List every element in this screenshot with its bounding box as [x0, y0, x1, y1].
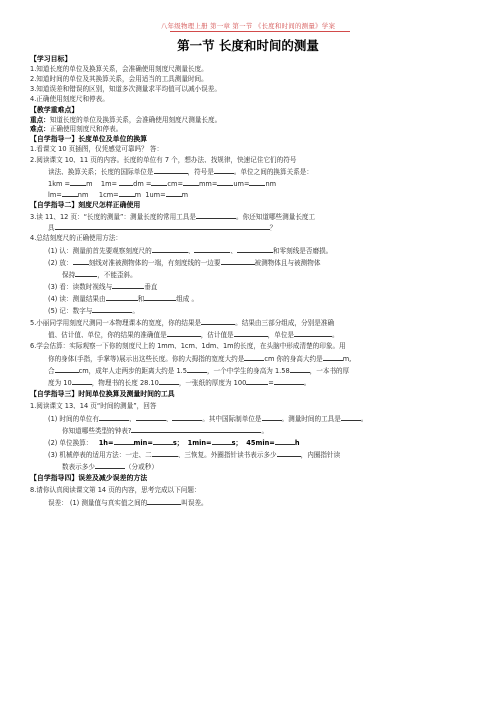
guide3-heading: 【自学指导三】时间单位换算及测量时间的工具: [30, 390, 175, 398]
keypoint-text: 知道长度的单位及换算关系，会准确使用刻度尺测量长度。: [49, 116, 222, 124]
guide2-q4: 4.总结刻度尺的正确使用方法：: [30, 234, 123, 242]
blank[interactable]: [262, 414, 282, 421]
keypoints-heading: 【教学重难点】: [30, 106, 79, 114]
ruler-step: (1) 认：测量前首先要观察刻度尺的 、 、 和零刻线是否磨损。: [48, 247, 333, 255]
blank[interactable]: [147, 498, 181, 505]
guide2-q3: 3.读 11、12 页：“长度的测量”：测量长度的常用工具是 。你还知道哪些测量长度工: [30, 213, 316, 221]
blank[interactable]: [152, 246, 188, 253]
q6-cont: 度为 10 ，物理书的长度 28.10 ，一张纸的厚度为 100 = 。: [48, 379, 311, 387]
blank[interactable]: [119, 179, 133, 186]
blank[interactable]: [167, 330, 201, 337]
blank[interactable]: [62, 190, 78, 197]
q6-cont: 合 cm，成年人走两步的距离大约是 1.5 ，一个中学生的身高为 1.58 ，一本书的厚: [48, 367, 350, 375]
difficulty-line: [30, 125, 122, 134]
q6-cont: 你的身体(手指，手掌等)展示出这些长度。你的大拇指的宽度大约是 cm 你的身高大约是 m,: [48, 355, 352, 363]
goal-item: 4.正确使用刻度尺和停表。: [30, 95, 109, 103]
blank[interactable]: [119, 190, 135, 197]
q1-part3: (3) 机械停表的适用方法：一走、二 、三恢复。外圈指针读书表示多少 ，内圈指针读: [48, 451, 341, 459]
blank[interactable]: [290, 366, 310, 373]
guide4-heading: 【自学指导四】误差及减少误差的方法: [30, 474, 148, 482]
guide1-heading: 【自学指导一】长度单位及单位的换算: [30, 135, 148, 143]
blank[interactable]: [112, 282, 144, 289]
keypoint-line: [30, 116, 221, 125]
guide1-q2: 2.阅读课文 10、11 页的内容。长度的单位有 7 个，想办法、找规律，快速记住它们的符号: [30, 156, 297, 164]
blank[interactable]: [244, 354, 264, 361]
blank[interactable]: [275, 438, 295, 445]
blank[interactable]: [237, 246, 273, 253]
blank[interactable]: [151, 179, 167, 186]
blank[interactable]: [99, 414, 129, 421]
q8-line: 8.请你认真阅读课文第 14 页的内容，思考完成以下问题：: [30, 486, 201, 494]
blank[interactable]: [183, 179, 199, 186]
q1-part1-cont: 你知道哪些类型的钟表? 。: [62, 427, 269, 435]
blank[interactable]: [294, 330, 332, 337]
blank[interactable]: [154, 167, 188, 174]
difficulty-label: 难点：: [30, 125, 50, 133]
blank[interactable]: [92, 306, 132, 313]
blank[interactable]: [217, 179, 233, 186]
q1-part3-cont: 数表示多少 （分或秒）: [62, 463, 158, 471]
keypoint-label: 重点：: [30, 116, 50, 124]
blank[interactable]: [187, 366, 207, 373]
goal-item: 1.知道长度的单位及换算关系，会准确使用刻度尺测量长度。: [30, 65, 208, 73]
blank[interactable]: [55, 366, 79, 373]
blank[interactable]: [212, 438, 232, 445]
blank[interactable]: [194, 246, 230, 253]
blank[interactable]: [70, 179, 86, 186]
conversion-row: lm= nm 1cm= m 1um= m: [48, 191, 189, 199]
goal-item: 3.知道误差和错误的区别，知道多次测量求平均值可以减小误差。: [30, 85, 221, 93]
blank[interactable]: [153, 438, 173, 445]
q1-line: 1.阅读课文 13、14 页“时间的测量”，回答: [30, 402, 157, 410]
blank[interactable]: [152, 450, 178, 457]
blank[interactable]: [136, 414, 166, 421]
guide1-q2-cont: 读法、换算关系；长度的国际单位是 ，符号是 。单位之间的换算关系是：: [48, 168, 313, 176]
blank[interactable]: [72, 378, 92, 385]
blank[interactable]: [55, 223, 270, 230]
blank[interactable]: [73, 258, 89, 265]
ruler-step: (3) 看：读数时视线与 垂直: [48, 283, 158, 291]
q6-line: 6.学会估算：实际观察一下你的刻度尺上的 1mm、1cm、1dm、1m的长度，在头脑中形成清楚的印象。用: [30, 342, 346, 350]
guide2-heading: 【自学指导二】刻度尺怎样正确使用: [30, 201, 141, 209]
guide2-q3-cont: 具 ？: [48, 224, 277, 232]
blank[interactable]: [114, 438, 134, 445]
goal-item: 2.知道时间的单位及其换算关系，会用适当的工具测量时间。: [30, 75, 208, 83]
blank[interactable]: [234, 330, 268, 337]
blank[interactable]: [131, 426, 261, 433]
difficulty-text: 正确使用刻度尺和停表。: [49, 125, 123, 133]
conversion-row: 1km = m 1m= dm = cm= mm= um= nm: [48, 180, 277, 188]
q1-part2: (2) 单位换算： 1h= min= s； 1min= s； 45min= h: [48, 439, 300, 447]
running-header: 八年级物理上册 第一章 第一节 《长度和时间的测量》学案: [160, 22, 336, 30]
blank[interactable]: [249, 179, 265, 186]
blank[interactable]: [323, 354, 343, 361]
blank[interactable]: [144, 294, 176, 301]
ruler-step-cont: 保持 ，不能歪斜。: [62, 271, 137, 279]
ruler-step: (2) 放： 刻线对准被测物体的一端，有刻度线的一边要 被测物体且与被测物体: [48, 259, 321, 267]
q5-cont: 值、估计值、单位，你的结果的准确值是 ，估计值是 ，单位是 。: [48, 331, 339, 339]
ruler-step: (5) 记：数字与 。: [48, 307, 139, 315]
blank[interactable]: [196, 212, 236, 219]
blank[interactable]: [106, 294, 138, 301]
q8-cont: 误差： (1) 测量值与真实值之间的 叫误差。: [48, 499, 208, 507]
q1-part1: (1) 时间的单位有 、 、 。其中国际制单位是 。测量时间的工具是 。: [48, 415, 368, 423]
blank[interactable]: [214, 167, 234, 174]
goals-heading: 【学习目标】: [30, 55, 72, 63]
blank[interactable]: [277, 450, 301, 457]
blank[interactable]: [172, 414, 202, 421]
blank[interactable]: [221, 258, 255, 265]
blank[interactable]: [246, 378, 268, 385]
header-divider: [170, 31, 350, 32]
ruler-step: (4) 读：测量结果由 和 组成 。: [48, 295, 199, 303]
blank[interactable]: [75, 270, 97, 277]
blank[interactable]: [341, 414, 361, 421]
guide1-q1: 1.看课文 10 页插图，仅凭感觉可靠吗？ 答：: [30, 145, 164, 153]
blank[interactable]: [95, 462, 125, 469]
q5-line: 5.小丽同学用刻度尺测同一本物理课本的宽度，你的结果是 。结果由三部分组成，分别是准确: [30, 319, 335, 327]
blank[interactable]: [201, 318, 235, 325]
page-title: 第一节 长度和时间的测量: [177, 38, 319, 53]
blank[interactable]: [159, 378, 179, 385]
blank[interactable]: [274, 378, 304, 385]
blank[interactable]: [166, 190, 182, 197]
